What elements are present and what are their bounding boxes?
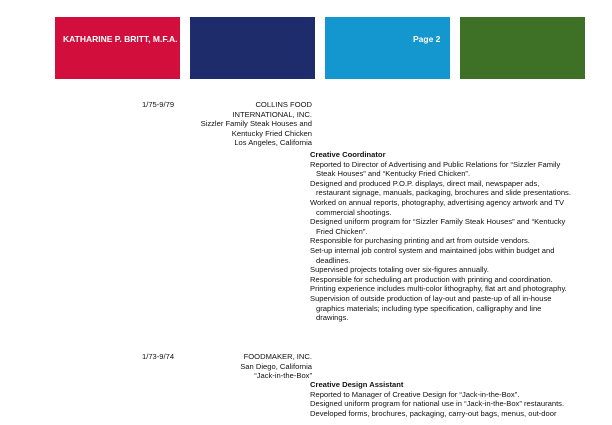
duty-item: Responsible for scheduling art production with printing and coordination. (310, 274, 553, 284)
duty-item: Responsible for purchasing printing and art from outside vendors. (310, 236, 530, 246)
company-line: Los Angeles, California (234, 138, 312, 148)
duty-item: Reported to Manager of Creative Design for “Jack-in-the-Box”. (310, 389, 520, 399)
page-number: Page 2 (413, 34, 441, 44)
job-title: Creative Design Assistant (310, 380, 404, 389)
company-info (240, 352, 312, 381)
company-line: FOODMAKER, INC. (243, 352, 312, 361)
company-line: INTERNATIONAL, INC. (232, 109, 312, 119)
duty-item: Set-up internal job control system and maintained jobs within budget and deadlines. (310, 245, 555, 265)
company-info (201, 100, 312, 148)
job-content (310, 380, 572, 418)
duty-item: Reported to Director of Advertising and Public Relations for “Sizzler Family Steak Houses” and “Kentucky Fried Chicken”. (310, 159, 561, 179)
duty-item: Designed uniform program for national use in “Jack-in-the-Box” restaurants. (310, 399, 565, 409)
duty-item: Worked on annual reports, photography, advertising agency artwork and TV commercial shootings. (310, 197, 565, 217)
job-dates: 1/75-9/79 (142, 100, 175, 109)
header-block-green (460, 17, 585, 79)
author-name: KATHARINE P. BRITT, M.F.A. (63, 34, 178, 44)
header-block-navy (190, 17, 315, 79)
job-content (310, 150, 572, 323)
header-block-red (55, 17, 180, 79)
job-title: Creative Coordinator (310, 150, 386, 159)
company-line: COLLINS FOOD (255, 100, 312, 109)
duty-item: Developed forms, brochures, packaging, carry-out bags, menus, out-door (310, 408, 557, 418)
duty-item: Supervision of outside production of lay-out and paste-up of all in-house graphics materials; including type specification, calligraphy and line drawings. (310, 293, 552, 323)
duty-item: Printing experience includes multi-color lithography, flat art and photography. (310, 284, 567, 294)
duty-item: Supervised projects totaling over six-figures annually. (310, 265, 489, 275)
company-line: “Jack-in-the-Box” (254, 371, 312, 381)
header-block-blue (325, 17, 450, 79)
job-dates: 1/73-9/74 (142, 352, 175, 361)
duty-item: Designed uniform program for “Sizzler Family Steak Houses” and “Kentucky Fried Chicken”. (310, 217, 566, 236)
duty-item: Designed and produced P.O.P. displays, direct mail, newspaper ads, restaurant signage, manuals, packaging, brochures and slide presentations. (310, 178, 571, 198)
company-line: Kentucky Fried Chicken (231, 128, 312, 138)
company-line: Sizzler Family Steak Houses and (200, 119, 312, 129)
company-line: San Diego, California (240, 361, 312, 371)
